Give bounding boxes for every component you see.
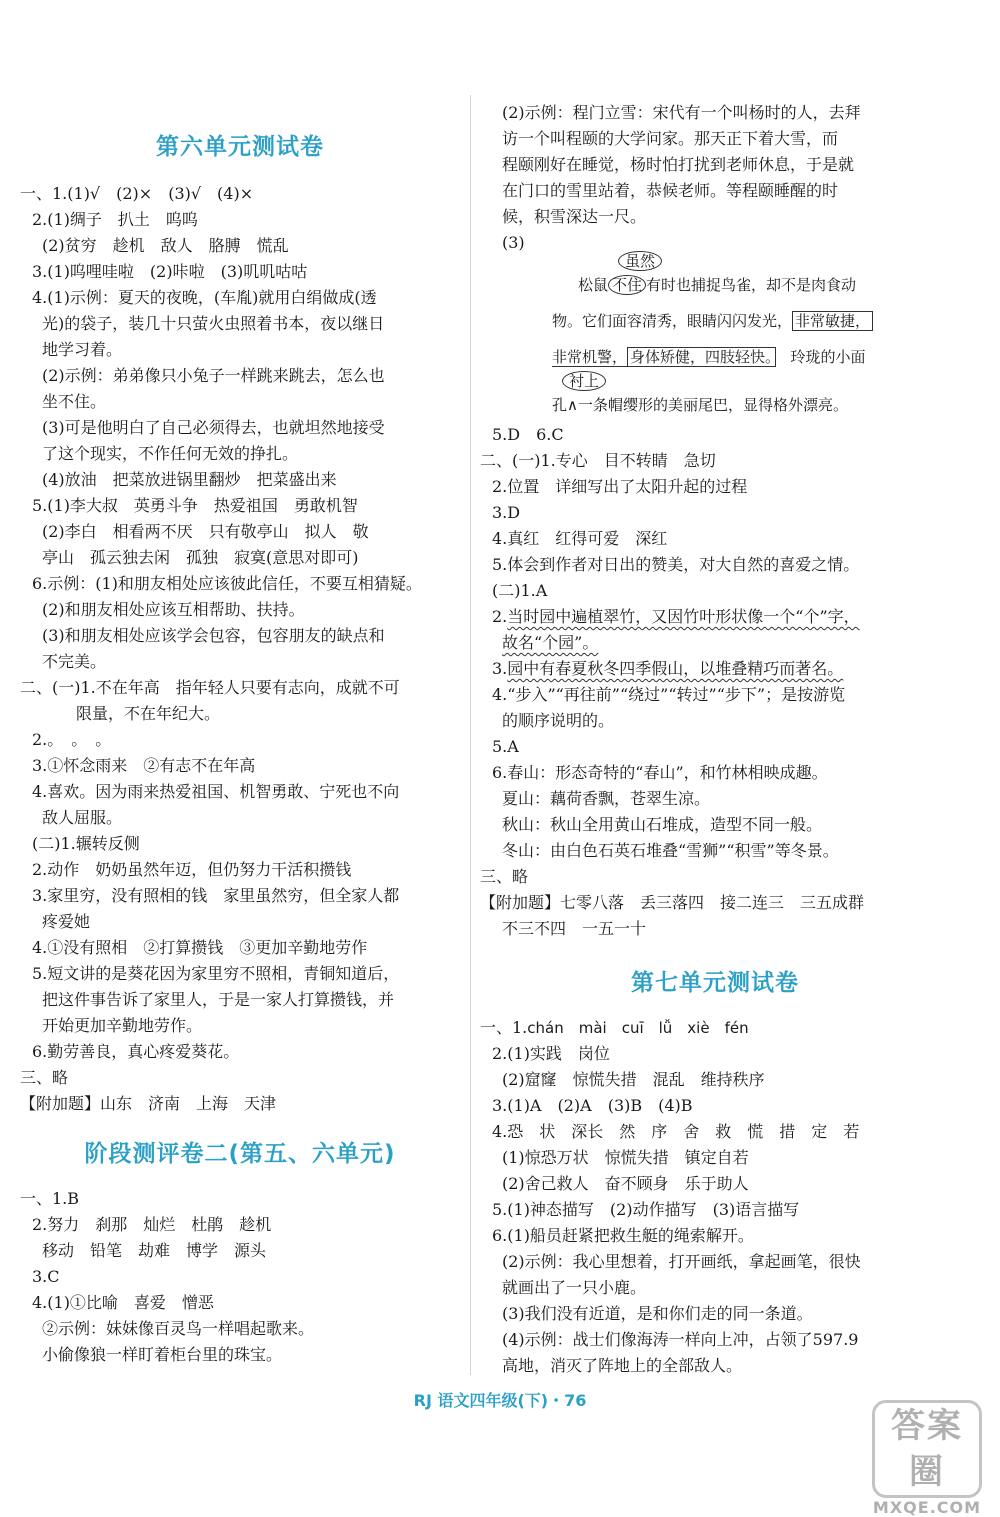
section-heading-unit6: 第六单元测试卷	[156, 134, 324, 160]
answer-line: 3.C	[32, 1267, 60, 1286]
insert-annotation: 虽然	[618, 251, 662, 271]
answer-line: (2)示例：程门立雪：宋代有一个叫杨时的人，去拜	[502, 103, 861, 122]
section-heading-stage2: 阶段测评卷二(第五、六单元)	[84, 1141, 396, 1167]
answer-line: (1)惊恐万状 惊慌失措 镇定自若	[502, 1148, 749, 1167]
answer-line: 5.(1)李大叔 英勇斗争 热爱祖国 勇敢机智	[32, 496, 358, 515]
answer-line: 4.(1)①比喻 喜爱 憎恶	[32, 1293, 214, 1312]
wavy-line-1: 2.当时园中遍植翠竹，又因竹叶形状像一个“个”字，	[492, 607, 860, 626]
answer-line: (3)可是他明白了自己必须得去，也就坦然地接受	[42, 418, 385, 437]
answer-line: 6.(1)船员赶紧把救生艇的绳索解开。	[492, 1226, 754, 1245]
edit-label: (3)	[502, 233, 525, 252]
answer-line: (2)贫穷 趁机 敌人 胳膊 慌乱	[42, 236, 289, 255]
answer-line: 高地，消灭了阵地上的全部敌人。	[502, 1356, 743, 1375]
answer-line: (二)1.A	[492, 581, 548, 600]
answer-line: 候，积雪深达一尺。	[502, 207, 647, 226]
answer-line: 的顺序说明的。	[502, 711, 615, 730]
answer-line: 2.(1)绸子 扒土 呜呜	[32, 210, 198, 229]
answer-line: 4.恐 状 深长 然 序 舍 救 慌 措 定 若	[492, 1122, 860, 1141]
caret-mark: ∧	[567, 396, 578, 414]
answer-line: 4.真红 红得可爱 深红	[492, 529, 668, 548]
answer-line: 开始更加辛勤地劳作。	[42, 1016, 203, 1035]
answer-line: 小偷像狼一样盯着柜台里的珠宝。	[42, 1345, 283, 1364]
watermark-logo: 答案圈 MXQE.COM	[872, 1400, 982, 1472]
answer-line: (2)示例：弟弟像只小兔子一样跳来跳去，怎么也	[42, 366, 385, 385]
boxed-phrase-2: 身体矫健，四肢轻快。	[627, 347, 776, 367]
answer-line: 冬山：由白色石英石堆叠“雪狮”“积雪”等冬景。	[502, 841, 839, 860]
answer-line: 一、1.(1)√ (2)× (3)√ (4)×	[20, 184, 254, 203]
answer-line: 3.D	[492, 503, 521, 522]
page-footer: RJ 语文四年级(下)・76	[413, 1391, 587, 1410]
answer-line: 6.示例：(1)和朋友相处应该彼此信任，不要互相猜疑。	[32, 574, 422, 593]
answer-line: 敌人屈服。	[42, 808, 123, 827]
stage2-answers	[20, 1186, 460, 1368]
underlined-phrase: 非常机警，	[552, 348, 628, 366]
answer-line: 在门口的雪里站着，恭候老师。等程颐睡醒的时	[502, 181, 839, 200]
answer-line: 6.勤劳善良，真心疼爱葵花。	[32, 1042, 240, 1061]
answer-line: 2.努力 刹那 灿烂 杜鹃 趁机	[32, 1215, 272, 1234]
column-divider	[470, 95, 471, 1375]
answer-line: 6.春山：形态奇特的“春山”，和竹林相映成趣。	[492, 763, 828, 782]
left-column	[20, 100, 460, 1368]
edit-line-1: 松鼠 不住 有时也捕捉鸟雀，却不是肉食动	[578, 276, 857, 294]
answer-line: 不三不四 一五一十	[502, 919, 647, 938]
boxed-phrase: 非常敏捷，	[792, 311, 873, 331]
answer-line: 二、(一)1.专心 目不转睛 急切	[480, 451, 716, 470]
answer-line: 把这件事告诉了家里人，于是一家人打算攒钱，并	[42, 990, 395, 1009]
answer-line: (2)窟窿 惊慌失措 混乱 维持秩序	[502, 1070, 765, 1089]
answer-line: 3.①怀念雨来 ②有志不在年高	[32, 756, 256, 775]
answer-line: (2)示例：我心里想着，打开画纸，拿起画笔，很快	[502, 1252, 861, 1271]
right-answers-part3	[480, 682, 950, 942]
unit7-answers	[480, 1041, 950, 1379]
answer-line: (3)和朋友相处应该学会包容，包容朋友的缺点和	[42, 626, 385, 645]
answer-line: (4)放油 把菜放进锅里翻炒 把菜盛出来	[42, 470, 337, 489]
answer-line: 3.(1)呜哩哇啦 (2)咔啦 (3)叽叽咕咕	[32, 262, 308, 281]
right-continued-answers	[480, 100, 950, 230]
answer-line: (2)李白 相看两不厌 只有敬亭山 拟人 敬	[42, 522, 369, 541]
answer-line: 二、(一)1.不在年高 指年轻人只要有志向，成就不可	[20, 678, 400, 697]
answer-line: 5.体会到作者对日出的赞美，对大自然的喜爱之情。	[492, 555, 860, 574]
edit-line-3: 非常机警， 身体矫健，四肢轻快。 玲珑的小面	[552, 348, 866, 366]
answer-line: 2.。 。 。	[32, 730, 112, 749]
answer-line: (二)1.辗转反侧	[32, 834, 140, 853]
pinyin-line: 一、1.chán mài cuī lǚ xiè fén	[480, 1018, 749, 1037]
answer-line: 2.动作 奶奶虽然年迈，但仍努力干活积攒钱	[32, 860, 352, 879]
answer-line: 5.D 6.C	[492, 425, 564, 444]
answer-line: 地学习着。	[42, 340, 123, 359]
answer-line: ②示例：妹妹像百灵鸟一样唱起歌来。	[42, 1319, 315, 1338]
wavy-answers	[480, 604, 950, 682]
wavy-line-2: 故名“个园”。	[502, 633, 599, 652]
answer-line: 夏山：藕荷香飘，苍翠生凉。	[502, 789, 711, 808]
answer-line: 三、略	[480, 867, 529, 886]
answer-line: 程颐刚好在睡觉，杨时怕打扰到老师休息，于是就	[502, 155, 855, 174]
answer-line: 了这个现实，不作任何无效的挣扎。	[42, 444, 299, 463]
edit-line-4: 孔∧一条帽缨形的美丽尾巴，显得格外漂亮。	[552, 396, 849, 414]
answer-line: 疼爱她	[42, 912, 91, 931]
answer-line: 5.(1)神态描写 (2)动作描写 (3)语言描写	[492, 1200, 800, 1219]
answer-line: 一、1.B	[20, 1189, 80, 1208]
answer-line: 秋山：秋山全用黄山石堆成，造型不同一般。	[502, 815, 823, 834]
answer-line: 三、略	[20, 1068, 69, 1087]
right-column	[480, 100, 950, 1379]
edit-exercise	[480, 230, 950, 422]
wavy-line-3: 3.园中有春夏秋冬四季假山，以堆叠精巧而著名。	[492, 659, 844, 678]
answer-line: 移动 铅笔 劫难 博学 源头	[42, 1241, 267, 1260]
answer-line: 3.(1)A (2)A (3)B (4)B	[492, 1096, 693, 1115]
pinyin-answers: chán mài cuī lǚ xiè fén	[527, 1019, 749, 1037]
answer-line: 就画出了一只小鹿。	[502, 1278, 647, 1297]
answer-line: 不完美。	[42, 652, 107, 671]
answer-line: 5.A	[492, 737, 519, 756]
answer-line: 4.喜欢。因为雨来热爱祖国、机智勇敢、宁死也不向	[32, 782, 400, 801]
answer-line: (2)舍己救人 奋不顾身 乐于助人	[502, 1174, 749, 1193]
answer-line: 访一个叫程颐的大学问家。那天正下着大雪，而	[502, 129, 839, 148]
circled-word: 不住	[608, 275, 646, 295]
answer-line: 【附加题】山东 济南 上海 天津	[20, 1094, 277, 1113]
answer-line: (4)示例：战士们像海涛一样向上冲，占领了597.9	[502, 1330, 859, 1349]
insert-annotation-2: 衬上	[562, 371, 606, 391]
answer-line: 2.位置 详细写出了太阳升起的过程	[492, 477, 748, 496]
answer-line: 坐不住。	[42, 392, 107, 411]
answer-line: 5.短文讲的是葵花因为家里穷不照相，青铜知道后，	[32, 964, 400, 983]
answer-line: (3)我们没有近道，是和你们走的同一条道。	[502, 1304, 813, 1323]
answer-line: 4.(1)示例：夏天的夜晚，(车胤)就用白绢做成(透	[32, 288, 377, 307]
unit6-answers	[20, 181, 460, 1117]
answer-line: (2)和朋友相处应该互相帮助、扶持。	[42, 600, 305, 619]
answer-line: 限量，不在年纪大。	[76, 704, 221, 723]
answer-line: 光)的袋子，装几十只萤火虫照着书本，夜以继日	[42, 314, 385, 333]
answer-line: 4.①没有照相 ②打算攒钱 ③更加辛勤地劳作	[32, 938, 368, 957]
answer-line: 3.家里穷，没有照相的钱 家里虽然穷，但全家人都	[32, 886, 400, 905]
answer-line: 4.“步入”“再往前”“绕过”“转过”“步下”；是按游览	[492, 685, 846, 704]
right-answers-part2	[480, 422, 950, 604]
section-heading-unit7: 第七单元测试卷	[631, 970, 799, 996]
answer-line: 【附加题】七零八落 丢三落四 接二连三 三五成群	[480, 893, 865, 912]
answer-line: 亭山 孤云独去闲 孤独 寂寞(意思对即可)	[42, 548, 359, 567]
answer-line: 2.(1)实践 岗位	[492, 1044, 610, 1063]
edit-line-2: 物。它们面容清秀，眼睛闪闪发光， 非常敏捷，	[480, 308, 950, 334]
